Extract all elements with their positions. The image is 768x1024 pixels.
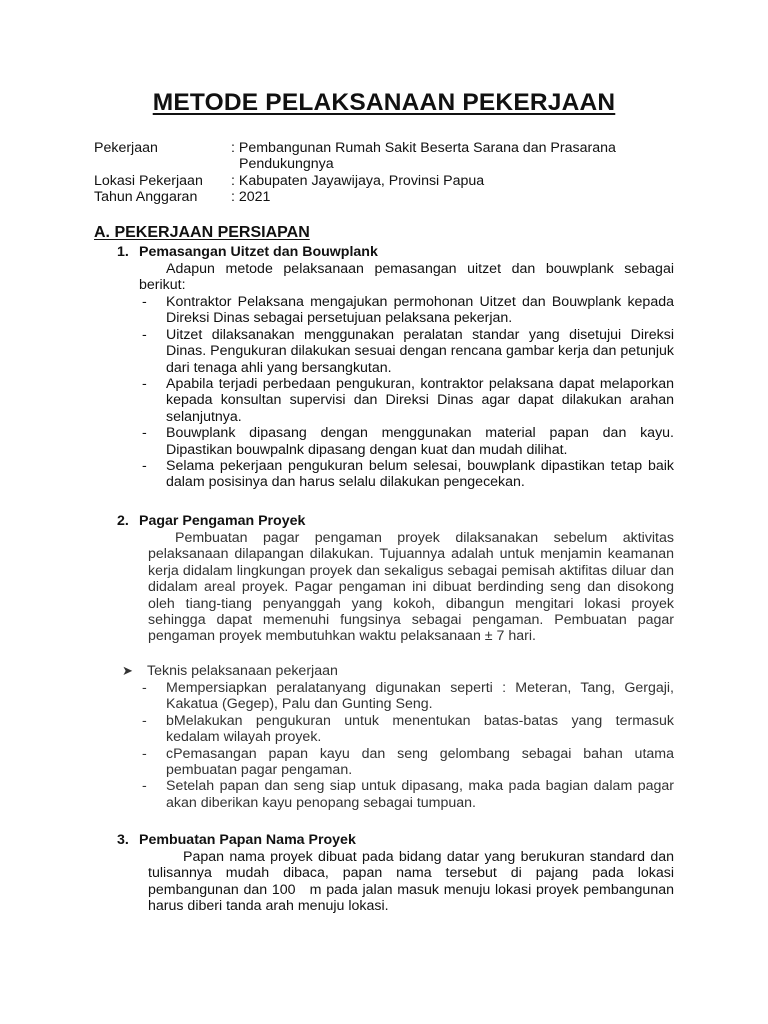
list-item: - Apabila terjadi perbedaan pengukuran, kontraktor pelaksana dapat melaporkan kepada konsultan supervisi dan Direksi Dinas agar dapat dilakukan arahan selanjutnya. <box>142 376 674 425</box>
meta-value <box>231 140 694 173</box>
section-heading: A. PEKERJAAN PERSIAPAN <box>94 224 310 241</box>
arrow-bullet-icon: ➤ <box>122 663 133 678</box>
list-item: - cPemasangan papan kayu dan seng gelombang sebagai bahan utama pembuatan pagar pengaman. <box>142 745 674 779</box>
list-item: - Selama pekerjaan pengukuran belum selesai, bouwplank dipastikan tetap baik dalam posisinya dan harus selalu dilakukan pengecekan. <box>142 458 674 491</box>
meta-value: : Kabupaten Jayawijaya, Provinsi Papua <box>231 172 485 189</box>
subsection-heading <box>117 513 305 529</box>
subsection-heading <box>117 832 356 848</box>
list-item: - Kontraktor Pelaksana mengajukan permohonan Uitzet dan Bouwplank kepada Direksi Dinas sebagai persetujuan pelaksana pekerjan. <box>142 294 674 327</box>
subsection-number: 2. <box>117 513 129 529</box>
subsection-title: Pembuatan Papan Nama Proyek <box>139 832 356 848</box>
project-info <box>94 140 694 206</box>
meta-label: Tahun Anggaran <box>94 189 198 206</box>
subsection-title: Pagar Pengaman Proyek <box>139 513 306 529</box>
meta-value-line: : Pembangunan Rumah Sakit Beserta Sarana dan Prasarana <box>231 140 616 156</box>
paragraph: Papan nama proyek dibuat pada bidang datar yang berukuran standard dan tulisannya mudah dibaca, papan nama tersebut di pajang pada lokasi pembangunan dan 100 m pada jalan masuk menuju lokasi proyek pembangunan harus diberi tanda arah menuju lokasi. <box>148 849 678 915</box>
meta-row-lokasi <box>94 173 694 189</box>
subsection-title: Pemasangan Uitzet dan Bouwplank <box>139 244 378 260</box>
meta-label: Lokasi Pekerjaan <box>94 172 203 189</box>
subsection-heading <box>117 244 378 260</box>
list-item: - bMelakukan pengukuran untuk menentukan batas-batas yang termasuk kedalam wilayah proyek. <box>142 712 674 746</box>
meta-row-pekerjaan <box>94 140 694 173</box>
bullet-list <box>139 680 674 811</box>
paragraph: Pembuatan pagar pengaman proyek dilaksanakan sebelum aktivitas pelaksanaan dilapangan dilakukan. Tujuannya adalah untuk menjamin keamanan kerja didalam lingkungan proyek dan sekaligus sebagai pemisah aktifitas diluar dan didalam areal proyek. Pagar pengaman ini dibuat berdinding seng dan disokong oleh tiang-tiang penyanggah yang kokoh, dibangun mengitari lokasi proyek sehingga dapat memenuhi fungsinya sebagai pengaman. Pembuatan pagar pengaman proyek membutuhkan waktu pelaksanaan ± 7 hari. <box>148 530 674 645</box>
list-item: - Mempersiapkan peralatanyang digunakan seperti : Meteran, Tang, Gergaji, Kakatua (Gegep), Palu dan Gunting Seng. <box>142 680 674 713</box>
meta-value: : 2021 <box>231 189 271 206</box>
bullet-list <box>139 294 674 491</box>
document-title: METODE PELAKSANAAN PEKERJAAN <box>152 89 616 116</box>
meta-row-tahun <box>94 189 694 205</box>
list-item: - Uitzet dilaksanakan menggunakan peralatan standar yang disetujui Direksi Dinas. Pengukuran dilakukan sesuai dengan rencana gambar kerja dan petunjuk dari tenaga ahli yang bersangkutan. <box>142 326 674 376</box>
paragraph: Adapun metode pelaksanaan pemasangan uitzet dan bouwplank sebagai berikut: <box>139 261 674 294</box>
list-item: - Setelah papan dan seng siap untuk dipasang, maka pada bagian dalam pagar akan diberikan kayu penopang sebagai tumpuan. <box>142 778 674 811</box>
arrow-bullet <box>122 663 338 679</box>
meta-value-line: Pendukungnya <box>239 156 334 173</box>
arrow-bullet-label: Teknis pelaksanaan pekerjaan <box>147 663 338 679</box>
meta-label: Pekerjaan <box>94 140 158 156</box>
subsection-number: 3. <box>117 832 129 848</box>
list-item: - Bouwplank dipasang dengan menggunakan material papan dan kayu. Dipastikan bouwpalnk dipasang dengan kuat dan mudah dilihat. <box>142 425 674 458</box>
subsection-number: 1. <box>117 244 129 260</box>
